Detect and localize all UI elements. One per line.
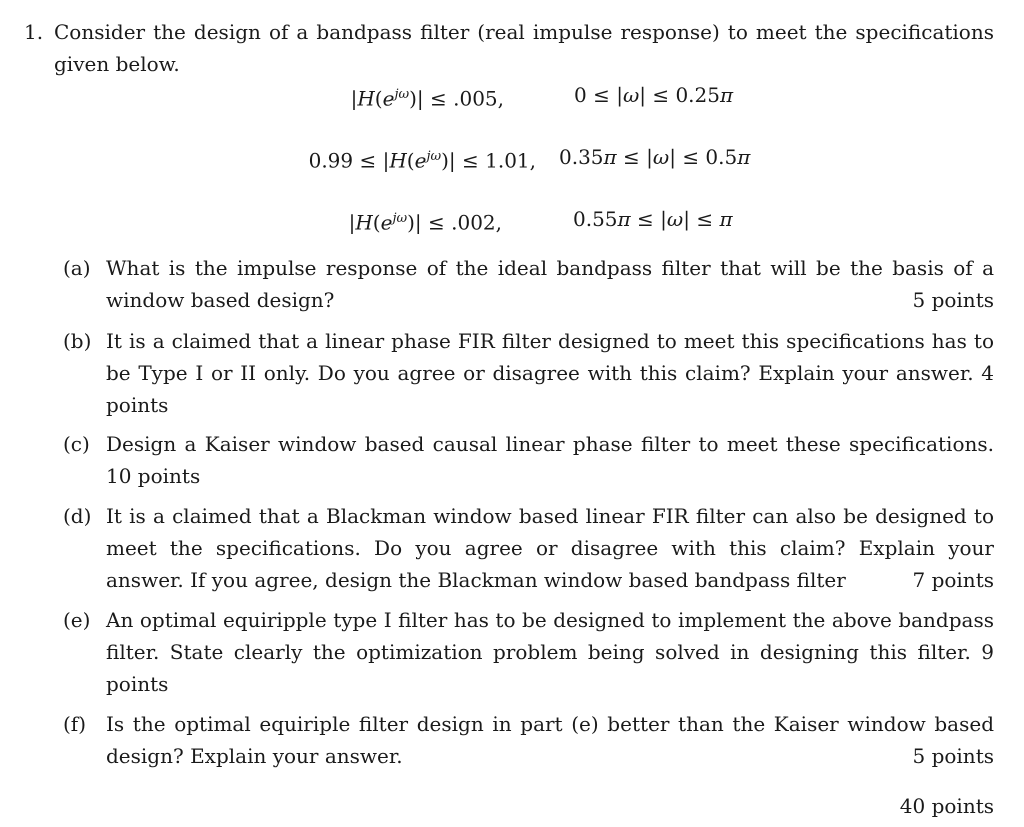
total-points: 40 points <box>899 794 994 818</box>
spec-frequency: 0.35π ≤ |ω| ≤ 0.5π <box>559 145 751 169</box>
spec-magnitude: $|H(e^{j\omega})| \le .005$, <box>350 86 504 111</box>
part-points: 7 points <box>912 568 994 592</box>
part-points: 5 points <box>912 288 994 312</box>
part-text: An optimal equiripple type I filter has to be designed to implement the above bandpass filter. State clearly the optimization problem being solved in designing this filter. 9 points <box>106 608 994 696</box>
spec-row-passband <box>0 140 1024 174</box>
spec-frequency: 0 ≤ |ω| ≤ 0.25π <box>574 83 734 107</box>
spec-frequency: 0.55π ≤ |ω| ≤ π <box>573 207 733 231</box>
part-label: (e) <box>63 608 91 632</box>
part-text: Is the optimal equiriple filter design in part (e) better than the Kaiser window based design? Explain your answer. 5 points <box>106 708 994 772</box>
part-text: What is the impulse response of the ideal bandpass filter that will be the basis of a window based design? 5 points <box>106 252 994 316</box>
question-intro: Consider the design of a bandpass filter (real impulse response) to meet the specifications given below. <box>54 20 994 76</box>
part-label: (d) <box>63 504 92 528</box>
spec-row-stopband-lower <box>0 78 1024 112</box>
part-label: (c) <box>63 432 90 456</box>
part-label: (b) <box>63 329 92 353</box>
part-text: Design a Kaiser window based causal linear phase filter to meet these specifications. 10 points <box>106 432 994 488</box>
part-label: (f) <box>63 712 87 736</box>
part-points: 5 points <box>912 744 994 768</box>
spec-row-stopband-upper <box>0 202 1024 236</box>
part-text: It is a claimed that a linear phase FIR filter designed to meet this specifications has to be Type I or II only. Do you agree or disagree with this claim? Explain your answer. 4 points <box>106 329 994 417</box>
question-number: 1. <box>24 20 44 44</box>
part-text: It is a claimed that a Blackman window based linear FIR filter can also be designed to meet the specifications. Do you agree or disagree with this claim? Explain your answer. If you agree, design the Blackman window based bandpass filter 7 points <box>106 500 994 596</box>
spec-magnitude: $0.99 \le |H(e^{j\omega})| \le 1.01$, <box>308 148 536 173</box>
spec-magnitude: $|H(e^{j\omega})| \le .002$, <box>348 210 502 235</box>
part-label: (a) <box>63 256 91 280</box>
